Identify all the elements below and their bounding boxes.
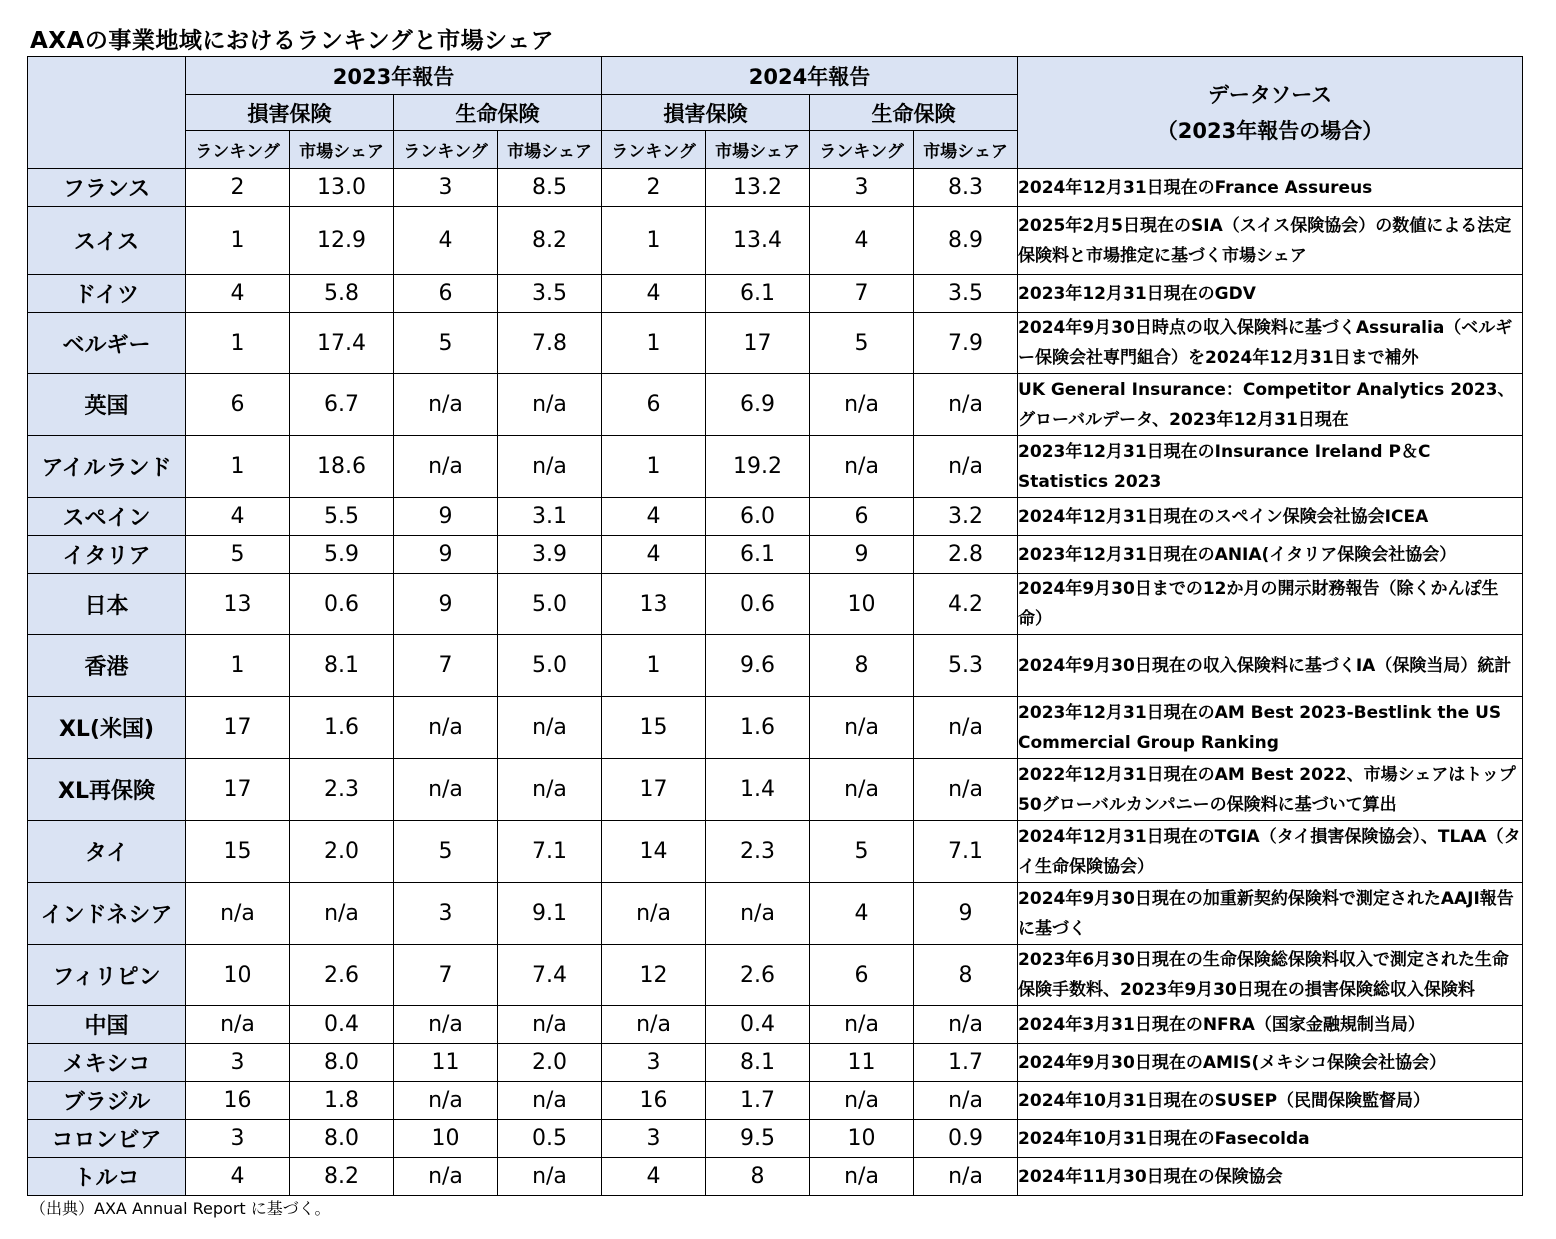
source-cell: 2024年9月30日までの12か月の開示財務報告（除くかんぽ生命） [1018, 574, 1523, 635]
share-cell: 5.5 [290, 498, 394, 536]
share-cell: 8.1 [706, 1044, 810, 1082]
share-cell: n/a [706, 883, 810, 945]
source-note: （出典）AXA Annual Report に基づく。 [30, 1199, 331, 1218]
ranking-cell: 2 [602, 169, 706, 207]
share-cell: 1.7 [914, 1044, 1018, 1082]
country-cell: フィリピン [28, 945, 186, 1006]
country-cell: タイ [28, 821, 186, 883]
share-cell: n/a [290, 883, 394, 945]
share-cell: 5.0 [498, 635, 602, 697]
header-ranking: ランキング [394, 131, 498, 169]
country-cell: メキシコ [28, 1044, 186, 1082]
ranking-cell: 4 [810, 883, 914, 945]
country-cell: XL(米国) [28, 697, 186, 759]
share-cell: 8.2 [290, 1158, 394, 1196]
share-cell: 13.2 [706, 169, 810, 207]
share-cell: 1.4 [706, 759, 810, 821]
table-row [28, 536, 1523, 574]
ranking-cell: 14 [602, 821, 706, 883]
ranking-cell: 17 [602, 759, 706, 821]
ranking-cell: 3 [394, 883, 498, 945]
ranking-cell: 10 [810, 1120, 914, 1158]
table-row [28, 1158, 1523, 1196]
share-cell: 1.8 [290, 1082, 394, 1120]
source-cell: 2024年11月30日現在の保険協会 [1018, 1158, 1523, 1196]
ranking-cell: 1 [602, 313, 706, 374]
ranking-cell: 17 [186, 697, 290, 759]
share-cell: 2.8 [914, 536, 1018, 574]
share-cell: 5.8 [290, 275, 394, 313]
table-row [28, 1044, 1523, 1082]
country-cell: スイス [28, 207, 186, 275]
share-cell: 8 [706, 1158, 810, 1196]
country-cell: ドイツ [28, 275, 186, 313]
share-cell: n/a [498, 1006, 602, 1044]
share-cell: 7.9 [914, 313, 1018, 374]
ranking-cell: 6 [186, 374, 290, 436]
ranking-cell: 10 [186, 945, 290, 1006]
ranking-cell: 7 [810, 275, 914, 313]
ranking-cell: 5 [810, 313, 914, 374]
share-cell: 13.0 [290, 169, 394, 207]
share-cell: 7.1 [914, 821, 1018, 883]
table-row [28, 1120, 1523, 1158]
ranking-cell: 3 [602, 1044, 706, 1082]
source-cell: 2024年9月30日現在の収入保険料に基づくIA（保険当局）統計 [1018, 635, 1523, 697]
ranking-cell: 4 [186, 1158, 290, 1196]
header-share: 市場シェア [706, 131, 810, 169]
source-cell: 2024年12月31日現在のスペイン保険会社協会ICEA [1018, 498, 1523, 536]
country-cell: 香港 [28, 635, 186, 697]
table-row [28, 821, 1523, 883]
share-cell: 0.6 [290, 574, 394, 635]
ranking-cell: 1 [186, 207, 290, 275]
share-cell: 6.7 [290, 374, 394, 436]
ranking-cell: 2 [186, 169, 290, 207]
ranking-cell: 5 [810, 821, 914, 883]
ranking-cell: 13 [186, 574, 290, 635]
header-share: 市場シェア [914, 131, 1018, 169]
ranking-cell: n/a [810, 1158, 914, 1196]
source-cell: 2023年12月31日現在のAM Best 2023-Bestlink the US Commercial Group Ranking [1018, 697, 1523, 759]
corner-header-cell [28, 57, 186, 169]
share-cell: 3.5 [498, 275, 602, 313]
table-row [28, 313, 1523, 374]
share-cell: 0.4 [706, 1006, 810, 1044]
source-cell: 2024年12月31日現在のTGIA（タイ損害保険協会）、TLAA（タイ生命保険協会） [1018, 821, 1523, 883]
ranking-cell: 1 [602, 635, 706, 697]
share-cell: 9 [914, 883, 1018, 945]
share-cell: n/a [914, 1158, 1018, 1196]
share-cell: 17.4 [290, 313, 394, 374]
header-share: 市場シェア [290, 131, 394, 169]
ranking-cell: 9 [394, 536, 498, 574]
share-cell: 6.1 [706, 536, 810, 574]
table-row [28, 436, 1523, 498]
ranking-cell: 3 [186, 1120, 290, 1158]
table-row [28, 275, 1523, 313]
share-cell: 18.6 [290, 436, 394, 498]
table-row [28, 1006, 1523, 1044]
share-cell: 19.2 [706, 436, 810, 498]
share-cell: 6.0 [706, 498, 810, 536]
source-cell: 2023年6月30日現在の生命保険総保険料収入で測定された生命保険手数料、2023年9月30日現在の損害保険総収入保険料 [1018, 945, 1523, 1006]
header-ranking: ランキング [810, 131, 914, 169]
ranking-cell: 13 [602, 574, 706, 635]
ranking-cell: 11 [810, 1044, 914, 1082]
source-cell: 2023年12月31日現在のInsurance Ireland P＆C Statistics 2023 [1018, 436, 1523, 498]
ranking-cell: 6 [810, 498, 914, 536]
share-cell: 6.9 [706, 374, 810, 436]
share-cell: n/a [498, 759, 602, 821]
country-cell: イタリア [28, 536, 186, 574]
share-cell: 17 [706, 313, 810, 374]
header-year-2023: 2023年報告 [186, 57, 602, 95]
source-cell: 2023年12月31日現在のGDV [1018, 275, 1523, 313]
ranking-cell: 10 [394, 1120, 498, 1158]
ranking-cell: n/a [394, 436, 498, 498]
source-cell: 2025年2月5日現在のSIA（スイス保険協会）の数値による法定保険料と市場推定に基づく市場シェア [1018, 207, 1523, 275]
ranking-cell: n/a [186, 883, 290, 945]
ranking-cell: n/a [810, 1082, 914, 1120]
table-row [28, 574, 1523, 635]
share-cell: n/a [498, 436, 602, 498]
header-ranking: ランキング [186, 131, 290, 169]
share-cell: 8.9 [914, 207, 1018, 275]
table-row [28, 169, 1523, 207]
share-cell: 9.1 [498, 883, 602, 945]
ranking-cell: 4 [602, 1158, 706, 1196]
table-row [28, 945, 1523, 1006]
ranking-cell: n/a [810, 374, 914, 436]
ranking-cell: n/a [602, 1006, 706, 1044]
country-cell: 中国 [28, 1006, 186, 1044]
share-cell: 2.0 [290, 821, 394, 883]
source-cell: 2024年9月30日現在の加重新契約保険料で測定されたAAJI報告に基づく [1018, 883, 1523, 945]
share-cell: 8.1 [290, 635, 394, 697]
share-cell: 5.3 [914, 635, 1018, 697]
source-cell: 2024年10月31日現在のSUSEP（民間保険監督局） [1018, 1082, 1523, 1120]
ranking-cell: 4 [810, 207, 914, 275]
share-cell: 1.6 [290, 697, 394, 759]
ranking-cell: 17 [186, 759, 290, 821]
share-cell: 7.4 [498, 945, 602, 1006]
ranking-cell: n/a [810, 436, 914, 498]
share-cell: 13.4 [706, 207, 810, 275]
ranking-cell: 16 [186, 1082, 290, 1120]
ranking-cell: 1 [186, 313, 290, 374]
share-cell: 2.6 [290, 945, 394, 1006]
share-cell: 5.9 [290, 536, 394, 574]
ranking-cell: 8 [810, 635, 914, 697]
ranking-cell: 4 [602, 536, 706, 574]
source-cell: 2022年12月31日現在のAM Best 2022、市場シェアはトップ50グローバルカンパニーの保険料に基づいて算出 [1018, 759, 1523, 821]
share-cell: n/a [914, 759, 1018, 821]
page-title: AXAの事業地域におけるランキングと市場シェア [30, 28, 555, 54]
share-cell: 3.2 [914, 498, 1018, 536]
ranking-cell: 16 [602, 1082, 706, 1120]
share-cell: n/a [498, 1158, 602, 1196]
ranking-cell: n/a [394, 374, 498, 436]
ranking-cell: 7 [394, 945, 498, 1006]
country-cell: ベルギー [28, 313, 186, 374]
header-2024-life: 生命保険 [810, 95, 1018, 131]
share-cell: 3.9 [498, 536, 602, 574]
table-row [28, 883, 1523, 945]
ranking-cell: 4 [394, 207, 498, 275]
share-cell: 8.0 [290, 1120, 394, 1158]
table-row [28, 759, 1523, 821]
ranking-cell: 11 [394, 1044, 498, 1082]
share-cell: n/a [498, 697, 602, 759]
ranking-cell: n/a [810, 697, 914, 759]
share-cell: 8.0 [290, 1044, 394, 1082]
country-cell: トルコ [28, 1158, 186, 1196]
share-cell: 8.3 [914, 169, 1018, 207]
share-cell: 6.1 [706, 275, 810, 313]
share-cell: 2.3 [290, 759, 394, 821]
country-cell: 英国 [28, 374, 186, 436]
ranking-cell: n/a [394, 1006, 498, 1044]
header-2023-life: 生命保険 [394, 95, 602, 131]
share-cell: 2.0 [498, 1044, 602, 1082]
share-cell: 12.9 [290, 207, 394, 275]
ranking-cell: 3 [810, 169, 914, 207]
ranking-cell: 1 [186, 635, 290, 697]
table-row [28, 374, 1523, 436]
table-body [28, 169, 1523, 1196]
share-cell: 7.8 [498, 313, 602, 374]
ranking-cell: 1 [186, 436, 290, 498]
header-data-source [1018, 57, 1523, 169]
header-year-2024: 2024年報告 [602, 57, 1018, 95]
table-row [28, 207, 1523, 275]
ranking-cell: n/a [602, 883, 706, 945]
ranking-cell: 6 [394, 275, 498, 313]
share-cell: n/a [498, 374, 602, 436]
share-cell: n/a [914, 697, 1018, 759]
ranking-cell: n/a [394, 697, 498, 759]
share-cell: 5.0 [498, 574, 602, 635]
share-cell: 0.5 [498, 1120, 602, 1158]
source-cell: 2024年12月31日現在のFrance Assureus [1018, 169, 1523, 207]
share-cell: 9.5 [706, 1120, 810, 1158]
source-cell: 2023年12月31日現在のANIA(イタリア保険会社協会） [1018, 536, 1523, 574]
country-cell: スペイン [28, 498, 186, 536]
share-cell: 1.6 [706, 697, 810, 759]
share-cell: 3.5 [914, 275, 1018, 313]
ranking-cell: 5 [186, 536, 290, 574]
header-source-line1: データソース [1207, 82, 1333, 107]
source-cell: 2024年9月30日時点の収入保険料に基づくAssuralia（ベルギー保険会社専門組合）を2024年12月31日まで補外 [1018, 313, 1523, 374]
ranking-cell: 4 [602, 275, 706, 313]
ranking-cell: 1 [602, 207, 706, 275]
share-cell: 8.5 [498, 169, 602, 207]
country-cell: アイルランド [28, 436, 186, 498]
ranking-cell: 1 [602, 436, 706, 498]
share-cell: n/a [914, 436, 1018, 498]
ranking-cell: 9 [394, 574, 498, 635]
source-cell: 2024年9月30日現在のAMIS(メキシコ保険会社協会） [1018, 1044, 1523, 1082]
ranking-cell: n/a [810, 759, 914, 821]
ranking-cell: n/a [394, 759, 498, 821]
ranking-table [27, 56, 1523, 1196]
ranking-cell: 7 [394, 635, 498, 697]
ranking-cell: 15 [186, 821, 290, 883]
ranking-cell: 3 [602, 1120, 706, 1158]
country-cell: 日本 [28, 574, 186, 635]
ranking-cell: 9 [394, 498, 498, 536]
ranking-cell: n/a [394, 1158, 498, 1196]
country-cell: XL再保険 [28, 759, 186, 821]
ranking-cell: 15 [602, 697, 706, 759]
ranking-cell: n/a [810, 1006, 914, 1044]
source-cell: UK General Insurance：Competitor Analytics 2023、グローバルデータ、2023年12月31日現在 [1018, 374, 1523, 436]
ranking-cell: 5 [394, 313, 498, 374]
share-cell: n/a [914, 374, 1018, 436]
ranking-cell: 9 [810, 536, 914, 574]
ranking-cell: 4 [602, 498, 706, 536]
share-cell: 3.1 [498, 498, 602, 536]
share-cell: n/a [914, 1006, 1018, 1044]
table-row [28, 635, 1523, 697]
share-cell: n/a [498, 1082, 602, 1120]
ranking-cell: 3 [186, 1044, 290, 1082]
country-cell: コロンビア [28, 1120, 186, 1158]
share-cell: 2.3 [706, 821, 810, 883]
share-cell: 7.1 [498, 821, 602, 883]
share-cell: 0.4 [290, 1006, 394, 1044]
ranking-cell: 3 [394, 169, 498, 207]
share-cell: 2.6 [706, 945, 810, 1006]
source-cell: 2024年10月31日現在のFasecolda [1018, 1120, 1523, 1158]
ranking-cell: 5 [394, 821, 498, 883]
share-cell: n/a [914, 1082, 1018, 1120]
country-cell: フランス [28, 169, 186, 207]
table-row [28, 697, 1523, 759]
ranking-cell: 12 [602, 945, 706, 1006]
ranking-cell: n/a [186, 1006, 290, 1044]
country-cell: インドネシア [28, 883, 186, 945]
share-cell: 8 [914, 945, 1018, 1006]
ranking-cell: 6 [602, 374, 706, 436]
country-cell: ブラジル [28, 1082, 186, 1120]
share-cell: 9.6 [706, 635, 810, 697]
header-ranking: ランキング [602, 131, 706, 169]
ranking-cell: 6 [810, 945, 914, 1006]
ranking-cell: 10 [810, 574, 914, 635]
share-cell: 0.6 [706, 574, 810, 635]
header-2024-nonlife: 損害保険 [602, 95, 810, 131]
share-cell: 8.2 [498, 207, 602, 275]
header-2023-nonlife: 損害保険 [186, 95, 394, 131]
share-cell: 1.7 [706, 1082, 810, 1120]
share-cell: 4.2 [914, 574, 1018, 635]
header-share: 市場シェア [498, 131, 602, 169]
header-source-line2: （2023年報告の場合） [1156, 118, 1384, 143]
share-cell: 0.9 [914, 1120, 1018, 1158]
ranking-cell: n/a [394, 1082, 498, 1120]
source-cell: 2024年3月31日現在のNFRA（国家金融規制当局） [1018, 1006, 1523, 1044]
ranking-cell: 4 [186, 275, 290, 313]
table-row [28, 498, 1523, 536]
ranking-cell: 4 [186, 498, 290, 536]
table-row [28, 1082, 1523, 1120]
